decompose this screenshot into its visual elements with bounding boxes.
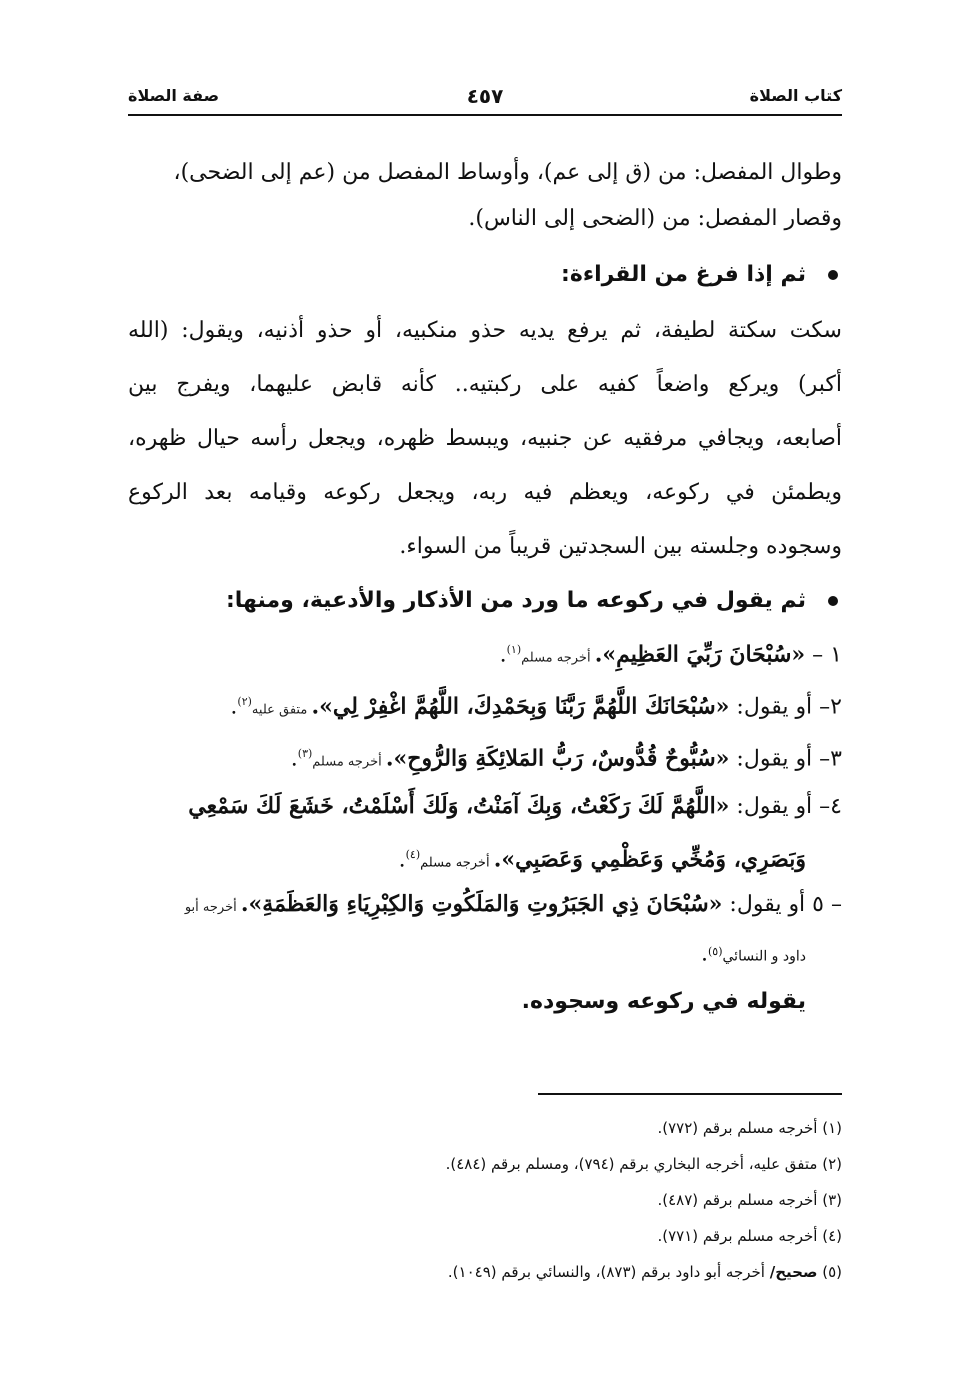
bullet-icon — [828, 270, 838, 280]
page-header — [128, 84, 842, 116]
text-line: سكت سكتة لطيفة، ثم يرفع يديه حذو منكبيه، أو حذو أذنيه، ويقول: (الله — [128, 318, 842, 343]
dhikr-text: «سُبْحَانَ رَبِّيَ العَظِيمِ». — [594, 641, 806, 668]
source-note: متفق عليه — [251, 702, 312, 718]
footnote-mark: (٣) — [297, 747, 313, 760]
footnote-divider — [538, 1093, 842, 1095]
dhikr-item — [128, 878, 842, 930]
dhikr-item-continuation — [128, 832, 842, 878]
text-line: ويطمئن في ركوعه، ويعظم فيه ربه، ويجعل ركوعه وقيامه بعد الركوع — [128, 480, 842, 505]
footnote: (٤) أخرجه مسلم برقم (٧٧١). — [657, 1227, 842, 1245]
punctuation: . — [398, 847, 406, 873]
dhikr-item — [128, 780, 842, 832]
main-content — [128, 140, 842, 1030]
text-line: وقصار المفصل: من (الضحى إلى الناس). — [468, 206, 842, 231]
text-line: أكبر) ويركع واضعاً كفيه على ركبتيه.. كأنه قابض عليهما، ويفرج بين — [128, 372, 842, 397]
paragraph-mufassal — [128, 150, 842, 242]
dhikr-text: «سُبْحَانَ ذِي الجَبَرُوتِ وَالمَلَكُوتِ وَالكِبْرِيَاءِ وَالعَظَمَةِ». — [240, 891, 723, 917]
dhikr-text: «اللَّهُمَّ لَكَ رَكَعْتُ، وَبِكَ آمَنْتُ، وَلَكَ أَسْلَمْتُ، خَشَعَ لَكَ سَمْعِي — [188, 793, 730, 819]
footnote: (١) أخرجه مسلم برقم (٧٧٢). — [657, 1119, 842, 1137]
item-number: ٢– أو يقول: — [729, 694, 842, 720]
paragraph-ruku — [128, 304, 842, 574]
item-number: ١ – — [805, 642, 842, 668]
item-number: ٤– أو يقول: — [729, 794, 842, 819]
section-heading — [128, 578, 842, 624]
page-number: ٤٥٧ — [466, 84, 504, 108]
source-note: أخرجه مسلم — [521, 650, 595, 666]
dhikr-item — [128, 728, 842, 780]
punctuation: . — [230, 694, 238, 720]
item-number: – ٥ أو يقول: — [722, 892, 842, 917]
footnote-mark: (٥) — [708, 945, 723, 958]
heading-text: ثم يقول في ركوعه ما ورد من الأذكار والأدعية، ومنها: — [225, 588, 806, 613]
chapter-title: صفة الصلاة — [128, 86, 220, 105]
text-line: أصابعه، ويجافي مرفقيه عن جنبيه، ويبسط ظهره، ويجعل رأسه حيال ظهره، — [128, 426, 842, 451]
text-line: وطوال المفصل: من (ق إلى عم)، وأوساط المفصل من (عم إلى الضحى)، — [173, 160, 842, 185]
dhikr-text: «سُبُّوحٌ قُدُّوسٌ، رَبُّ المَلائِكَةِ وَالرُّوحِ». — [385, 745, 730, 772]
bullet-icon — [828, 596, 838, 606]
dhikr-text: وَبَصَرِي، وَمُخِّي وَعَظْمِي وَعَصَبِي». — [493, 846, 806, 873]
dhikr-item — [128, 624, 842, 676]
footnote-number: (٥) — [817, 1263, 842, 1281]
heading-text: ثم إذا فرغ من القراءة: — [561, 262, 806, 287]
dhikr-item-continuation — [128, 930, 842, 974]
punctuation: . — [290, 746, 298, 772]
punctuation: . — [499, 642, 507, 668]
footnote-text: أخرجه أبو داود برقم (٨٧٣)، والنسائي برقم (١٠٤٩). — [447, 1263, 770, 1281]
item-number: ٣– أو يقول: — [729, 746, 842, 772]
source-note: أخرجه أبو — [184, 900, 241, 915]
footnote — [128, 1254, 842, 1290]
footnote: (٢) متفق عليه، أخرجه البخاري برقم (٧٩٤)، ومسلم برقم (٤٨٤). — [445, 1155, 842, 1173]
footnotes — [128, 1110, 842, 1290]
source-note: أخرجه مسلم — [312, 754, 386, 770]
section-heading — [128, 252, 842, 298]
footnote: (٣) أخرجه مسلم برقم (٤٨٧). — [657, 1191, 842, 1209]
dhikr-text: «سُبْحَانَكَ اللَّهُمَّ رَبَّنَا وَبِحَمْدِكَ، اللَّهُمَّ اغْفِرْ لِي». — [311, 693, 730, 720]
book-title: كتاب الصلاة — [749, 86, 842, 105]
punctuation: . — [701, 941, 708, 967]
footnote-mark: (٢) — [237, 695, 252, 708]
dhikr-item — [128, 676, 842, 728]
source-note: أخرجه مسلم — [420, 855, 494, 871]
text-line: وسجوده وجلسته بين السجدتين قريباً من السواء. — [399, 534, 842, 559]
grading-label: صحيح/ — [769, 1263, 818, 1281]
footnote-mark: (١) — [506, 643, 522, 656]
source-note: داود و النسائي — [722, 948, 806, 965]
footnote-mark: (٤) — [405, 848, 421, 861]
closing-line: يقوله في ركوعه وسجوده. — [521, 989, 806, 1014]
